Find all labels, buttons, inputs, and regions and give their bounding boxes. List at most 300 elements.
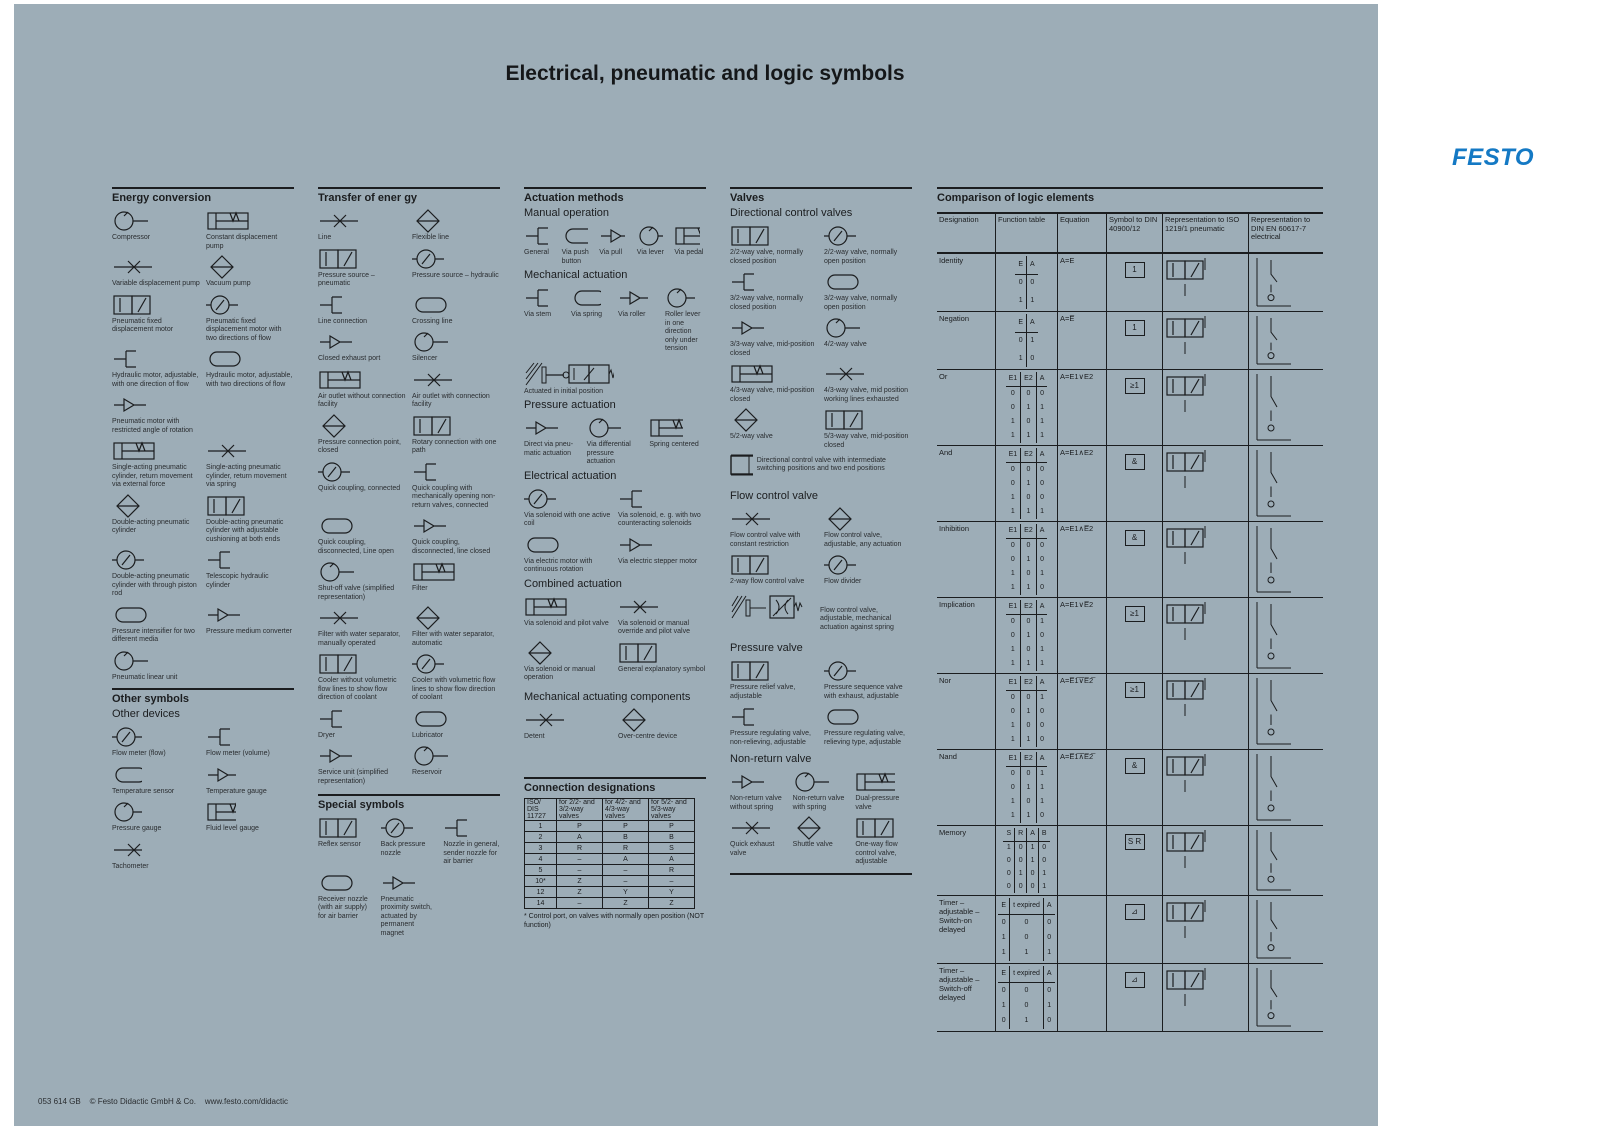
logic-gate-label: S R — [1127, 837, 1142, 846]
logic-pneumatic-cell — [1163, 598, 1249, 674]
dcv-cell — [730, 269, 818, 312]
energy-caption: Compressor — [112, 234, 151, 241]
function-table-cell: E2 — [1021, 524, 1037, 539]
logic-gate-label: 1 — [1132, 265, 1137, 274]
special-cell — [381, 815, 438, 867]
conn-cell: – — [557, 898, 603, 909]
function-table-cell: 1 — [1036, 691, 1047, 706]
transfer-caption: Shut-off valve (simplified representation) — [318, 585, 395, 601]
energy-caption: Vacuum pump — [206, 280, 251, 287]
press-symbol-icon — [824, 658, 912, 684]
transfer-symbol-icon — [412, 651, 500, 677]
function-table-cell: 0 — [1036, 463, 1047, 478]
logic-function-table — [998, 966, 1054, 1029]
comb-symbol-icon — [618, 594, 706, 620]
energy-symbol-icon — [112, 602, 200, 628]
conn-cell: A — [557, 832, 603, 843]
manual-caption: Via push button — [561, 249, 589, 265]
conn-cell: 4 — [525, 854, 557, 865]
pneumatic-circuit-icon — [1165, 524, 1245, 594]
function-table-cell: E — [1015, 256, 1026, 274]
function-table-row — [1006, 809, 1048, 823]
nr-caption: Non-return valve with spring — [792, 795, 845, 811]
conn-header-cell: for 4/2- and 4/3-way valves — [603, 799, 649, 821]
transfer-caption: Air outlet without connection facility — [318, 392, 406, 408]
festo-logo: FESTO — [1452, 144, 1535, 171]
function-table-cell: A — [1043, 966, 1054, 982]
comb-caption: Via solenoid or manual override and pilot valve — [618, 619, 690, 635]
energy-symbol-icon — [206, 493, 294, 519]
transfer-caption: Crossing line — [412, 317, 453, 325]
transfer-caption: Rotary connection with one path — [412, 438, 497, 454]
function-table-row — [1006, 491, 1048, 505]
logic-function-table-cell — [996, 370, 1058, 446]
comb-cell — [618, 594, 706, 637]
dcv-symbol-icon — [730, 315, 818, 341]
function-table-cell: A — [1036, 524, 1047, 539]
function-table-cell: 1 — [1036, 615, 1047, 630]
transfer-title: Transfer of ener gy — [318, 192, 418, 204]
transfer-caption: Service unit (simplified representation) — [318, 769, 389, 785]
function-table-cell: E1 — [1006, 676, 1021, 691]
nr-symbol-icon — [793, 815, 850, 841]
press-caption: Pressure regulating valve, non-relieving, adjustable — [730, 730, 811, 746]
conn-cell: Z — [603, 898, 649, 909]
conn-header-cell: for 2/2- and 3/2-way valves — [557, 799, 603, 821]
function-table-cell: 0 — [1036, 477, 1047, 491]
function-table-cell: 1 — [1021, 733, 1037, 747]
function-table-cell: 0 — [1010, 480, 1015, 488]
other-cell — [206, 837, 294, 872]
energy-symbol-icon — [206, 292, 294, 318]
logic-din-symbol-cell — [1107, 674, 1163, 750]
energy-symbol-icon — [112, 346, 200, 372]
function-table-cell: 0 — [1021, 491, 1037, 505]
transfer-symbol-icon — [412, 292, 500, 318]
comb-caption: Via solenoid or manual operation — [524, 665, 596, 681]
transfer-caption: Pressure source – pneumatic — [318, 271, 375, 287]
electrical-circuit-icon — [1251, 524, 1319, 594]
flow-caption: Flow control valve with constant restriction — [730, 532, 801, 548]
logic-gate-label: 1 — [1132, 323, 1137, 332]
transfer-symbol-icon — [318, 706, 406, 732]
logic-gate-symbol — [1125, 262, 1145, 278]
function-table-cell: 1 — [1021, 477, 1037, 491]
function-table-row — [1006, 719, 1048, 733]
logic-designation: Or — [937, 370, 996, 446]
function-table-cell: 1 — [1010, 570, 1015, 578]
pressure-symbol-icon — [524, 415, 581, 441]
energy-title: Energy conversion — [112, 192, 212, 204]
function-table-cell: 1 — [1006, 844, 1011, 852]
function-table-cell: 1 — [1010, 660, 1015, 668]
logic-gate-symbol — [1125, 320, 1145, 336]
transfer-symbol-icon — [412, 413, 500, 439]
logic-electrical-cell — [1249, 750, 1323, 826]
special-symbol-icon — [443, 870, 500, 896]
function-table-cell: 0 — [1036, 809, 1047, 823]
dcv-caption: 2/2-way valve, normally closed position — [730, 249, 804, 265]
manual-cell — [524, 223, 556, 266]
function-table-cell: R — [1015, 828, 1027, 841]
logic-equation: A=E1∨E2 — [1058, 370, 1107, 446]
dcv-caption: 5/3-way valve, mid-position closed — [824, 433, 909, 449]
function-table-cell: 0 — [1043, 1014, 1054, 1029]
logic-function-table — [1006, 752, 1048, 823]
mech-symbol-icon — [524, 285, 565, 311]
function-table-row — [1006, 387, 1048, 402]
special-caption: Nozzle in general, sender nozzle for air barrier — [443, 841, 500, 865]
function-table-row — [1015, 292, 1037, 309]
pneumatic-circuit-icon — [1165, 314, 1245, 366]
energy-symbol-icon — [206, 346, 294, 372]
function-table-cell: 1 — [1027, 292, 1038, 309]
pressure-valve-grid — [730, 658, 912, 747]
transfer-caption: Flexible line — [412, 234, 449, 241]
function-table-cell: 0 — [1027, 868, 1039, 881]
dcv-symbol-icon — [730, 223, 818, 249]
non-return-grid — [730, 769, 912, 867]
press-caption: Pressure relief valve, adjustable — [730, 684, 796, 700]
function-table-cell: 0 — [1010, 466, 1015, 474]
function-table-row — [1015, 314, 1037, 332]
function-table-row — [1006, 676, 1048, 691]
special-symbols-title: Special symbols — [318, 799, 405, 811]
directional-control-title: Directional control valves — [730, 207, 853, 219]
conn-cell: A — [649, 854, 695, 865]
transfer-caption: Line connection — [318, 317, 368, 325]
function-table-cell: 0 — [1036, 629, 1047, 643]
manual-operation-grid — [524, 223, 706, 266]
function-table-row — [1006, 629, 1048, 643]
function-table-cell: E2 — [1021, 448, 1037, 463]
logic-designation: Nor — [937, 674, 996, 750]
transfer-cell — [412, 292, 500, 327]
function-table-cell: 1 — [1021, 657, 1037, 671]
pressure-symbol-icon — [587, 415, 644, 441]
conn-cell: Z — [649, 898, 695, 909]
energy-cell — [206, 648, 294, 683]
conn-row — [525, 854, 695, 865]
transfer-cell — [318, 329, 406, 364]
dcv-caption: 5/2-way valve — [730, 433, 773, 440]
energy-cell — [206, 438, 294, 490]
transfer-cell — [318, 513, 406, 556]
function-table-cell: 0 — [1027, 880, 1039, 893]
manual-caption: Via pull — [599, 249, 623, 256]
logic-din-symbol-cell — [1107, 896, 1163, 964]
logic-electrical-cell — [1249, 964, 1323, 1032]
transfer-cell — [318, 459, 406, 511]
other-devices-grid — [112, 724, 294, 871]
function-table-cell: 0 — [1015, 855, 1027, 868]
logic-gate-symbol — [1125, 972, 1145, 988]
logic-din-symbol-cell — [1107, 370, 1163, 446]
valves-section — [730, 187, 912, 875]
function-table-cell: 0 — [1010, 770, 1015, 778]
actuation-methods-section — [524, 187, 706, 930]
press-cell — [730, 658, 818, 701]
function-table-cell: 1 — [1015, 868, 1027, 881]
energy-caption: Single-acting pneumatic cylinder, return movement via spring — [206, 464, 287, 488]
function-table-cell: 1 — [1036, 401, 1047, 415]
pressure-caption: Spring centered — [649, 441, 699, 448]
other-symbol-icon — [206, 799, 294, 825]
energy-caption: Double-acting pneumatic cylinder with through piston rod — [112, 573, 197, 597]
function-table-row — [1003, 841, 1049, 854]
energy-symbol-grid — [112, 208, 294, 682]
flow-adjustable-cell — [730, 589, 912, 633]
conn-cell: P — [603, 821, 649, 832]
footer-url: www.festo.com/didactic — [204, 1097, 288, 1106]
electrical-circuit-icon — [1251, 372, 1319, 442]
transfer-symbol-icon — [318, 559, 406, 585]
transfer-cell — [318, 743, 406, 786]
logic-function-table-cell — [996, 750, 1058, 826]
electrical-circuit-icon — [1251, 752, 1319, 822]
logic-electrical-cell — [1249, 674, 1323, 750]
function-table-cell: t expired — [1010, 966, 1044, 982]
logic-electrical-cell — [1249, 896, 1323, 964]
logic-electrical-cell — [1249, 522, 1323, 598]
transfer-caption: Air outlet with connection facility — [412, 392, 490, 408]
function-table-row — [1006, 691, 1048, 706]
nr-caption: Non-return valve without spring — [730, 795, 782, 811]
pressure-actuation-title: Pressure actuation — [524, 399, 616, 411]
dcv-cell — [824, 361, 912, 404]
function-table-row — [1006, 448, 1048, 463]
function-table-cell: 0 — [1010, 930, 1044, 945]
special-caption: Reflex sensor — [318, 841, 361, 848]
logic-designation: And — [937, 446, 996, 522]
function-table-cell: E2 — [1021, 600, 1037, 615]
function-table-cell: 1 — [1010, 432, 1015, 440]
function-table-cell: 1 — [1021, 581, 1037, 595]
logic-electrical-cell — [1249, 370, 1323, 446]
logic-din-symbol-cell — [1107, 750, 1163, 826]
function-table-row — [998, 914, 1054, 930]
function-table-cell: 0 — [1036, 539, 1047, 554]
logic-gate-symbol — [1125, 606, 1145, 622]
transfer-symbol-icon — [412, 459, 500, 485]
function-table-cell: 1 — [1010, 584, 1015, 592]
transfer-symbol-icon — [318, 413, 406, 439]
transfer-symbol-icon — [318, 292, 406, 318]
transfer-cell — [412, 246, 500, 289]
nr-cell — [793, 815, 850, 867]
energy-cell — [206, 292, 294, 344]
transfer-cell — [318, 706, 406, 741]
energy-cell — [112, 648, 200, 683]
dcv-caption: 2/2-way valve, normally open position — [824, 249, 898, 265]
mech-cell — [618, 285, 659, 354]
dcv-symbol-icon — [824, 361, 912, 387]
logic-function-table — [1003, 828, 1049, 893]
other-symbol-icon — [206, 724, 294, 750]
press-cell — [824, 704, 912, 747]
function-table-row — [1006, 539, 1048, 554]
logic-pneumatic-cell — [1163, 312, 1249, 370]
conn-cell: 3 — [525, 843, 557, 854]
logic-electrical-cell — [1249, 254, 1323, 312]
function-table-row — [1006, 643, 1048, 657]
logic-function-table-cell — [996, 598, 1058, 674]
elec-cell — [618, 532, 706, 575]
function-table-row — [998, 998, 1054, 1013]
transfer-cell — [412, 513, 500, 556]
other-symbol-icon — [112, 837, 200, 863]
mac-caption: Detent — [524, 732, 545, 740]
energy-symbol-icon — [206, 208, 294, 234]
other-cell — [206, 724, 294, 759]
intermediate-valve-icon — [730, 454, 753, 476]
other-caption: Temperature gauge — [206, 787, 267, 795]
transfer-symbol-icon — [412, 706, 500, 732]
logic-function-table-cell — [996, 446, 1058, 522]
function-table-cell: A — [1036, 600, 1047, 615]
logic-function-table — [1006, 600, 1048, 671]
transfer-symbol-icon — [412, 329, 500, 355]
logic-gate-symbol — [1125, 758, 1145, 774]
function-table-cell: E1 — [1006, 752, 1021, 767]
nr-symbol-icon — [793, 769, 850, 795]
logic-gate-symbol — [1125, 834, 1145, 850]
pneumatic-circuit-icon — [1165, 256, 1245, 308]
pneumatic-circuit-icon — [1165, 828, 1245, 892]
function-table-cell: 1 — [1036, 643, 1047, 657]
dcv-caption: 4/2-way valve — [824, 341, 867, 348]
nr-cell — [730, 815, 787, 867]
function-table-cell: 1 — [1036, 795, 1047, 809]
function-table-cell: A — [1036, 448, 1047, 463]
conn-cell: 10* — [525, 876, 557, 887]
pneumatic-circuit-icon — [1165, 600, 1245, 670]
other-cell — [206, 762, 294, 797]
elec-caption: Via electric motor with continuous rotation — [524, 557, 593, 573]
function-table-cell: 1 — [1027, 841, 1039, 854]
comb-symbol-icon — [524, 640, 612, 666]
function-table-cell: 0 — [1021, 615, 1037, 630]
other-caption: Tachometer — [112, 862, 149, 870]
function-table-cell: 1 — [1021, 705, 1037, 719]
conn-cell: P — [649, 821, 695, 832]
function-table-cell: 0 — [1001, 918, 1006, 926]
function-table-cell: E1 — [1006, 524, 1021, 539]
conn-cell: – — [603, 865, 649, 876]
conn-row — [525, 876, 695, 887]
function-table-row — [1003, 880, 1049, 893]
function-table-cell: 1 — [1036, 781, 1047, 795]
function-table-cell: 1 — [1010, 508, 1015, 516]
mech-caption: Via spring — [571, 311, 603, 318]
transfer-caption: Quick coupling, disconnected, line closed — [412, 539, 491, 555]
transfer-caption: Filter with water separator, automatic — [412, 631, 495, 647]
energy-conversion-section — [112, 187, 294, 871]
function-table-row — [1006, 581, 1048, 595]
electrical-actuation-grid — [524, 486, 706, 575]
other-cell — [112, 724, 200, 759]
logic-electrical-cell — [1249, 312, 1323, 370]
logic-header-cell: Designation — [937, 214, 996, 254]
function-table-row — [1015, 274, 1037, 292]
dcv-symbol-icon — [824, 269, 912, 295]
energy-cell — [112, 292, 200, 344]
logic-pneumatic-cell — [1163, 370, 1249, 446]
conn-cell: 12 — [525, 887, 557, 898]
transfer-cell — [412, 413, 500, 456]
logic-gate-symbol — [1125, 378, 1145, 394]
pressure-cell — [524, 415, 581, 467]
other-devices-title: Other devices — [112, 708, 180, 720]
manual-caption: General — [524, 249, 549, 256]
function-table-cell: 0 — [1010, 914, 1044, 930]
conn-cell: 5 — [525, 865, 557, 876]
logic-pneumatic-cell — [1163, 896, 1249, 964]
conn-header-row — [525, 799, 695, 821]
energy-caption: Hydraulic motor, adjustable, with one direction of flow — [112, 372, 199, 388]
conn-cell: A — [603, 854, 649, 865]
manual-symbol-icon — [562, 223, 594, 249]
function-table-cell: 1 — [1001, 1002, 1006, 1010]
function-table-cell: 0 — [1038, 855, 1049, 868]
energy-caption: Constant displacement pump — [206, 234, 278, 250]
conn-cell: B — [603, 832, 649, 843]
function-table-row — [1015, 332, 1037, 350]
mech-caption: Via roller — [618, 311, 646, 318]
mechanical-actuation-title: Mechanical actuation — [524, 269, 628, 281]
connection-designations-title: Connection designations — [524, 782, 656, 794]
function-table-row — [1006, 553, 1048, 567]
special-symbol-icon — [381, 870, 438, 896]
manual-cell — [599, 223, 631, 266]
dcv-caption: 4/3-way valve, mid-position closed — [730, 387, 815, 403]
function-table-cell: 1 — [1043, 946, 1054, 961]
transfer-cell — [412, 459, 500, 511]
transfer-caption: Quick coupling, disconnected, Line open — [318, 539, 394, 555]
mech-cell — [524, 285, 565, 354]
function-table-cell: 1 — [1010, 1014, 1044, 1029]
manual-cell — [637, 223, 669, 266]
transfer-cell — [318, 367, 406, 410]
function-table-cell: 1 — [1036, 657, 1047, 671]
valves-title: Valves — [730, 192, 765, 204]
logic-designation: Timer – adjustable – Switch-on delayed — [937, 896, 996, 964]
transfer-caption: Silencer — [412, 355, 438, 362]
mac-caption: Over-centre device — [618, 732, 678, 740]
energy-caption: Pneumatic motor with restricted angle of rotation — [112, 418, 193, 434]
flow-adjustable-caption: Flow control valve, adjustable, mechanical actuation against spring — [820, 606, 894, 631]
dcv-caption: 3/3-way valve, mid-position closed — [730, 341, 815, 357]
function-table-cell: 0 — [1043, 930, 1054, 945]
logic-header-cell: Representation to ISO 1219/1 pneumatic — [1163, 214, 1249, 254]
function-table-row — [1003, 868, 1049, 881]
manual-symbol-icon — [524, 223, 556, 249]
flow-symbol-icon — [824, 552, 912, 578]
energy-caption: Pneumatic fixed displacement motor with two directions of flow — [206, 317, 282, 342]
transfer-symbol-icon — [412, 605, 500, 631]
logic-designation: Negation — [937, 312, 996, 370]
elec-symbol-icon — [524, 532, 612, 558]
logic-gate-label: & — [1131, 533, 1138, 542]
conn-cell: 2 — [525, 832, 557, 843]
logic-function-table — [1015, 314, 1037, 367]
function-table-cell: A — [1027, 314, 1038, 332]
other-cell — [112, 837, 200, 872]
transfer-symbol-grid — [318, 208, 500, 786]
flow-caption: Flow control valve, adjustable, any actuation — [824, 532, 902, 548]
energy-caption: Variable displacement pump — [112, 280, 200, 287]
logic-equation — [1058, 896, 1107, 964]
